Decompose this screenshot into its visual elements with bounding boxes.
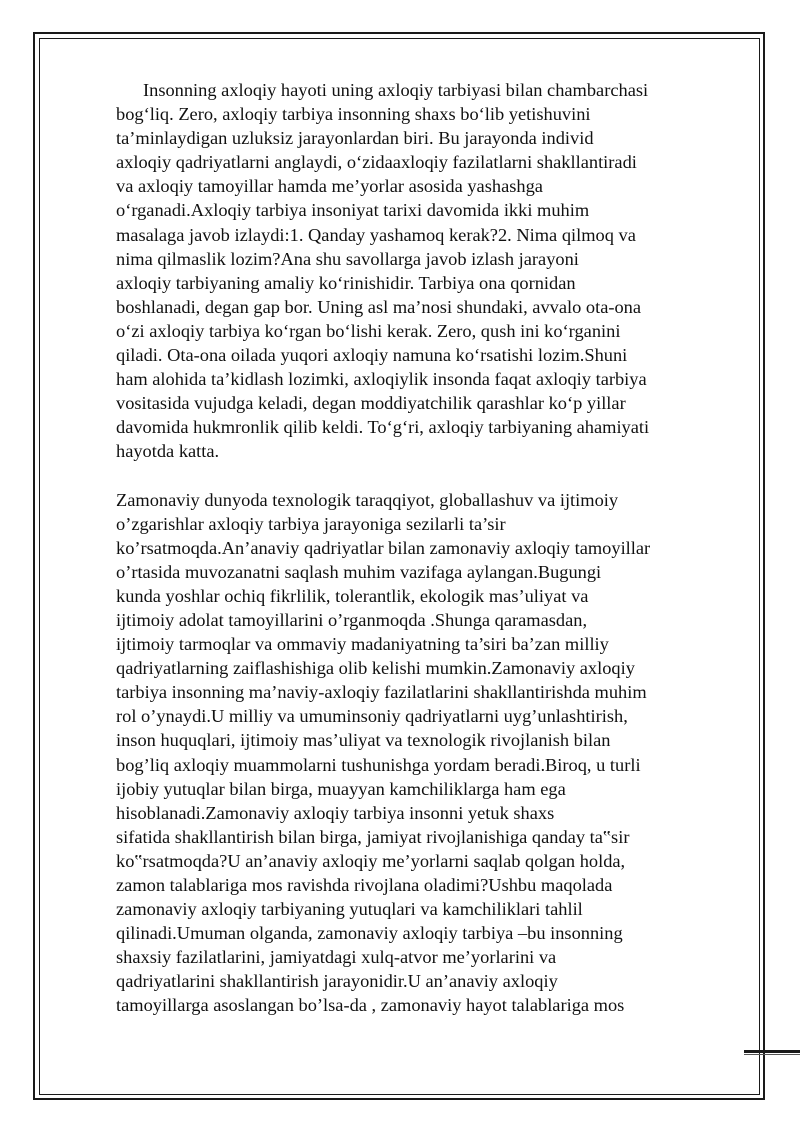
document-body (116, 78, 744, 1018)
text-line: qadriyatlarning zaiflashishiga olib kelishi mumkin.Zamonaviy axloqiy (116, 658, 635, 679)
text-line: ko‟rsatmoqda?U an’anaviy axloqiy me’yorlarni saqlab qolgan holda, (116, 850, 626, 871)
text-line: bog’liq axloqiy muammolarni tushunishga yordam beradi.Biroq, u turli (116, 754, 641, 775)
corner-rule-mark-thin (744, 1054, 800, 1055)
text-line: qadriyatlarini shakllantirish jarayonidir.U an’anaviy axloqiy (116, 971, 558, 992)
text-line: ijtimoiy tarmoqlar va ommaviy madaniyatning ta’siri ba’zan milliy (116, 634, 609, 655)
text-line: boshlanadi, degan gap bor. Uning asl ma’nosi shundaki, avvalo ota-ona (116, 296, 642, 317)
text-line: tamoyillarga asoslangan bo’lsa-da , zamonaviy hayot talablariga mos (116, 995, 625, 1016)
text-line: axloqiy tarbiyaning amaliy ko‘rinishidir. Tarbiya ona qornidan (116, 272, 576, 293)
text-line: va axloqiy tamoyillar hamda me’yorlar asosida yashashga (116, 176, 543, 197)
text-line: shaxsiy fazilatlarini, jamiyatdagi xulq-atvor me’yorlarini va (116, 947, 557, 968)
corner-rule-mark (744, 1050, 800, 1053)
text-line: o‘rganadi.Axloqiy tarbiya insoniyat tarixi davomida ikki muhim (116, 200, 590, 221)
text-line: ko’rsatmoqda.An’anaviy qadriyatlar bilan zamonaviy axloqiy tamoyillar (116, 537, 651, 558)
paragraph-gap (116, 464, 744, 488)
text-line: sifatida shakllantirish bilan birga, jamiyat rivojlanishiga qanday ta‟sir (116, 826, 630, 847)
text-line: vositasida vujudga keladi, degan moddiyatchilik qarashlar ko‘p yillar (116, 393, 626, 414)
text-line: zamon talablariga mos ravishda rivojlana oladimi?Ushbu maqolada (116, 875, 613, 895)
text-line: masalaga javob izlaydi:1. Qanday yashamoq kerak?2. Nima qilmoq va (116, 224, 636, 245)
text-line: zamonaviy axloqiy tarbiyaning yutuqlari va kamchiliklari tahlil (116, 899, 583, 920)
text-line: ham alohida ta’kidlash lozimki, axloqiylik insonda faqat axloqiy tarbiya (116, 369, 647, 390)
text-line: qiladi. Ota-ona oilada yuqori axloqiy namuna ko‘rsatishi lozim.Shuni (116, 345, 628, 366)
text-line: nima qilmaslik lozim?Ana shu savollarga javob izlash jarayoni (116, 248, 579, 269)
text-line: o‘zi axloqiy tarbiya ko‘rgan bo‘lishi kerak. Zero, qush ini ko‘rganini (116, 320, 621, 341)
text-line: o’zgarishlar axloqiy tarbiya jarayoniga sezilarli ta’sir (116, 513, 506, 534)
text-line: hisoblanadi.Zamonaviy axloqiy tarbiya insonni yetuk shaxs (116, 802, 555, 823)
text-line: ijtimoiy adolat tamoyillarini o’rganmoqda .Shunga qaramasdan, (116, 609, 588, 630)
text-line: Zamonaviy dunyoda texnologik taraqqiyot, globallashuv va ijtimoiy (116, 489, 619, 510)
text-line: qilinadi.Umuman olganda, zamonaviy axloqiy tarbiya –bu insonning (116, 923, 623, 944)
paragraph-axloqiy-hayot (116, 78, 744, 464)
text-line: ijobiy yutuqlar bilan birga, muayyan kamchiliklarga ham ega (116, 778, 566, 799)
text-line: axloqiy qadriyatlarni anglaydi, o‘zidaaxloqiy fazilatlarni shakllantiradi (116, 152, 637, 173)
paragraph-zamonaviy-dunyo (116, 488, 744, 1018)
text-line: rol o’ynaydi.U milliy va umuminsoniy qadriyatlarni uyg’unlashtirish, (116, 706, 628, 727)
text-line: tarbiya insonning ma’naviy-axloqiy fazilatlarini shakllantirishda muhim (116, 682, 647, 703)
text-line: bog‘liq. Zero, axloqiy tarbiya insonning shaxs bo‘lib yetishuvini (116, 104, 591, 125)
text-line: davomida hukmronlik qilib keldi. To‘g‘ri, axloqiy tarbiyaning ahamiyati (116, 417, 650, 438)
text-line: ta’minlaydigan uzluksiz jarayonlardan biri. Bu jarayonda individ (116, 128, 594, 149)
text-line: hayotda katta. (116, 441, 220, 462)
text-line: Insonning axloqiy hayoti uning axloqiy tarbiyasi bilan chambarchasi (143, 80, 649, 100)
text-line: inson huquqlari, ijtimoiy mas’uliyat va texnologik rivojlanish bilan (116, 730, 611, 751)
text-line: kunda yoshlar ochiq fikrlilik, tolerantlik, ekologik mas’uliyat va (116, 585, 589, 606)
text-line: o’rtasida muvozanatni saqlash muhim vazifaga aylangan.Bugungi (116, 561, 602, 582)
